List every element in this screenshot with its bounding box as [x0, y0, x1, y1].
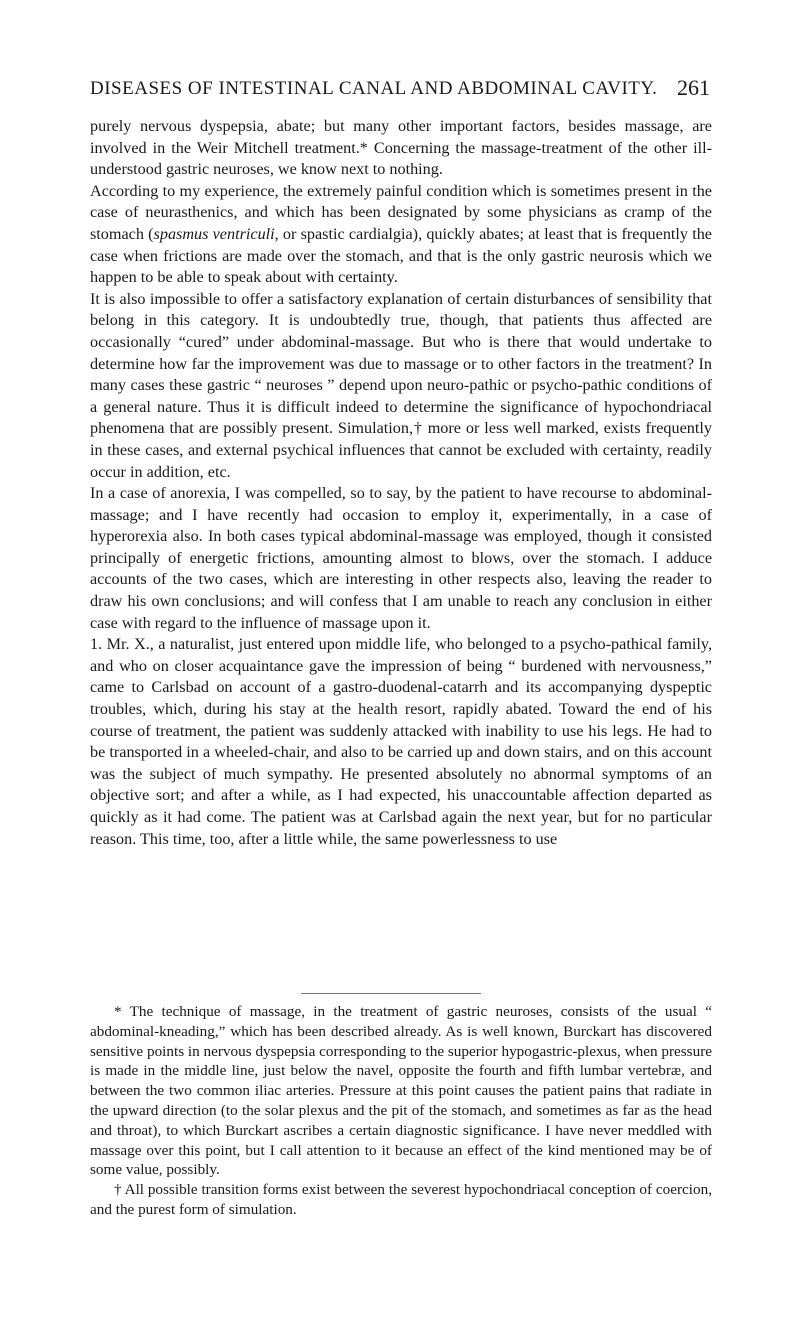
paragraph: purely nervous dyspepsia, abate; but many other important factors, besides massage, are involved in the Weir Mitchell treatment.* Concerning the massage-treatment of the other ill-understood gastric neuroses, we know next to nothing.: [90, 117, 712, 179]
running-header: [90, 75, 710, 104]
footnote: * The technique of massage, in the treatment of gastric neuroses, consists of the usual “ abdominal-kneading,” which has been described already. As is well known, Burckart has discovered sensitive points in nervous dyspepsia corresponding to the superior hypogastric-plexus, when pressure is made in the middle line, just below the navel, opposite the fourth and fifth lumbar vertebræ, and between the two common iliac arteries. Pressure at this point causes the patient pains that radiate in the upward direction (to the solar plexus and the pit of the stomach, and sometimes as far as the head and throat), to which Burckart ascribes a certain diagnostic significance. I have never meddled with massage over this point, but I call attention to it because an effect of the kind mentioned may be of some value, possibly.: [90, 1003, 712, 1179]
paragraph: It is also impossible to offer a satisfactory explanation of certain disturbances of sensibility that belong in this category. It is undoubtedly true, though, that patients thus affected are occasionally “cured” under abdominal-massage. But who is there that would undertake to determine how far the improvement was due to massage or to other factors in the treatment? In many cases these gastric “ neuroses ” depend upon neuro-pathic or psycho-pathic conditions of a general nature. Thus it is difficult indeed to determine the significance of hypochondriacal phenomena that are possibly present. Simulation,† more or less well marked, exists frequently in these cases, and external psychical influences that cannot be excluded with certainty, readily occur in addition, etc.: [90, 289, 712, 481]
latin-term: spasmus ventriculi: [153, 224, 275, 243]
page-number: 261: [677, 75, 710, 100]
footnote: † All possible transition forms exist between the severest hypochondriacal conception of coercion, and the purest form of simulation.: [90, 1181, 712, 1218]
footnote-divider: [301, 993, 481, 994]
footnotes: [90, 1002, 712, 1220]
body-text: [90, 116, 712, 850]
paragraph: 1. Mr. X., a naturalist, just entered upon middle life, who belonged to a psycho-pathical family, and who on closer acquaintance gave the impression of being “ burdened with nervousness,” came to Carlsbad on account of a gastro-duodenal-catarrh and its accompanying dyspeptic troubles, which, during his stay at the health resort, rapidly abated. Toward the end of his course of treatment, the patient was suddenly attacked with inability to use his legs. He had to be transported in a wheeled-chair, and also to be carried up and down stairs, and on this account was the subject of much sympathy. He presented absolutely no abnormal symptoms of an objective sort; and after a while, as I had expected, his unaccountable affection departed as quickly as it had come. The patient was at Carlsbad again the next year, but for no particular reason. This time, too, after a little while, the same powerlessness to use: [90, 635, 712, 848]
running-head-title: DISEASES OF INTESTINAL CANAL AND ABDOMINAL CAVITY.: [90, 78, 658, 99]
paragraph: According to my experience, the extremely painful condition which is sometimes present in the case of neurasthenics, and which has been designated by some physicians as cramp of the stomach (spasmus ventriculi, or spastic cardialgia), quickly abates; at least that is frequently the case when frictions are made over the stomach, and that is the only gastric neurosis which we happen to be able to speak about with certainty.: [90, 181, 712, 287]
paragraph: In a case of anorexia, I was compelled, so to say, by the patient to have recourse to abdominal-massage; and I have recently had occasion to employ it, experimentally, in a case of hyperorexia also. In both cases typical abdominal-massage was employed, though it consisted principally of energetic frictions, amounting almost to blows, over the stomach. I adduce accounts of the two cases, which are interesting in other respects also, leaving the reader to draw his own conclusions; and will confess that I am unable to reach any conclusion in either case with regard to the influence of massage upon it.: [90, 484, 712, 632]
